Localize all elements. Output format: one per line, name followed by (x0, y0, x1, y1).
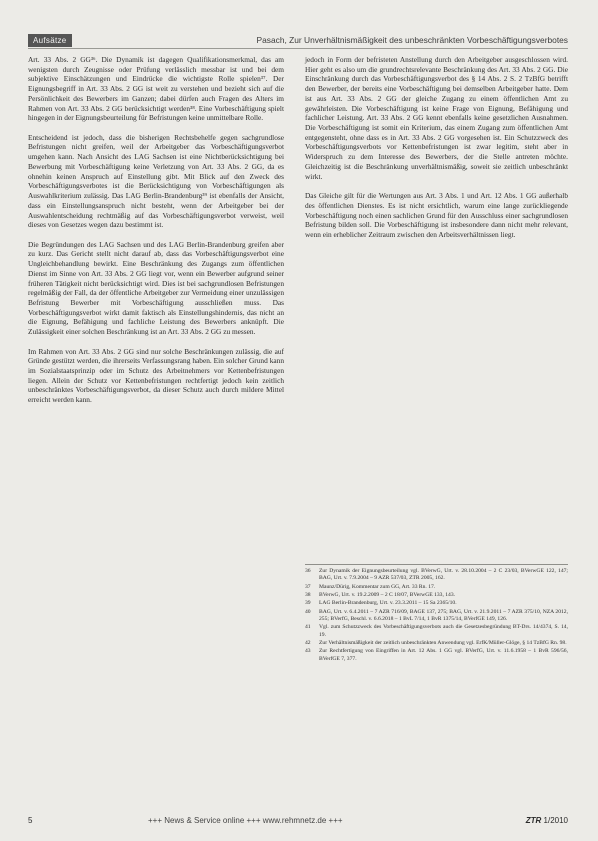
footnote (305, 592, 568, 599)
footnote-number: 41 (305, 624, 311, 631)
paragraph: Die Begründungen des LAG Sachsen und des LAG Berlin-Brandenburg greifen aber zu kurz. Das Gericht stellt nicht darauf ab, dass das Vorbeschäftigungsverbot eine Ungleichbehandlung bewirkt. Eine Beschränkung des Zugangs zum öffentlichen Dienst im Sinne von Art. 33 Abs. 2 GG liegt vor, wenn ein Bewerber aufgrund seiner früheren Tätigkeit nicht berücksichtigt wird. Dies ist bei sachgrundlosen Befristungen regelmäßig der Fall, da der öffentliche Arbeitgeber zur Vermeidung einer unzulässigen Befristung Bewerber mit Vorbeschäftigung ausschließen muss. Das Vorbeschäftigungsverbot wirkt damit faktisch als Einstellungshindernis, das nicht an die Eignung, Befähigung und fachliche Leistung des Bewerbers anknüpft. Die Zulässigkeit einer solchen Beschränkung ist an Art. 33 Abs. 2 GG zu messen. (28, 239, 284, 337)
footnote (305, 624, 568, 638)
footnote (305, 568, 568, 582)
footnote (305, 609, 568, 623)
footer-banner: +++ News & Service online +++ www.rehmnetz.de +++ (148, 816, 343, 825)
footnote-text: BAG, Urt. v. 6.4.2011 – 7 AZR 716/09, BAGE 137, 275; BAG, Urt. v. 21.9.2011 – 7 AZR 375/10, NZA 2012, 255; BVerfG, Beschl. v. 6.6.2018 – 1 BvL 7/14, 1 BvR 1375/14, BVerfGE 149, 126. (319, 608, 568, 622)
footnotes (305, 564, 568, 664)
footnote-text: Zur Dynamik der Eignungsbeurteilung vgl. BVerwG, Urt. v. 28.10.2004 – 2 C 23/03, BVerwGE 122, 147; BAG, Urt. v. 7.9.2004 – 9 AZR 537/03, ZTR 2005, 162. (319, 568, 568, 582)
paragraph: Das Gleiche gilt für die Wertungen aus Art. 3 Abs. 1 und Art. 12 Abs. 1 GG außerhalb des öffentlichen Dienstes. Es ist nicht ersichtlich, warum eine lange zurückliegende Vorbeschäftigung noch einen sachlichen Grund für den Ausschluss einer sachgrundlosen Befristung bilden soll. Die Vorbeschäftigung ist insbesondere dann nicht mehr relevant, wenn ein erheblicher Zeitraum zwischen den Arbeitsverhältnissen liegt. (305, 191, 568, 239)
footnote (305, 648, 568, 662)
page-number: 5 (28, 816, 33, 825)
journal-reference (526, 815, 568, 827)
footnote-text: BVerwG, Urt. v. 19.2.2009 – 2 C 18/07, BVerwGE 133, 143. (319, 591, 456, 598)
footnote-number: 38 (305, 591, 311, 598)
footnote-text: LAG Berlin-Brandenburg, Urt. v. 23.3.2011 – 15 Sa 2365/10. (319, 600, 457, 607)
footnote (305, 640, 568, 647)
footnote-text: Maunz/Dürig, Kommentar zum GG, Art. 33 Rn. 17. (319, 583, 436, 590)
paragraph: Im Rahmen von Art. 33 Abs. 2 GG sind nur solche Beschränkungen zulässig, die auf Gründe gestützt werden, die ihrerseits Verfassungsrang haben. Ein solcher Grund kann im Sozialstaatsprinzip oder im Schutz des Arbeitnehmers vor Kettenbefristungen liegen. Allein der Schutz vor Kettenbefristungen rechtfertigt jedoch kein zeitlich unbeschränktes Vorbeschäftigungsverbot, da dieser Schutz auch durch mildere Mittel erreicht werden kann. (28, 346, 284, 405)
footnote-text: Vgl. zum Schutzzweck des Vorbeschäftigungsverbots auch die Gesetzesbegründung BT-Drs. 14/4374, S. 14, 19. (319, 624, 568, 638)
footnote-text: Zur Verhältnismäßigkeit der zeitlich unbeschränkten Anwendung vgl. ErfK/Müller-Glöge, § 14 TzBfG Rn. 98. (319, 639, 567, 646)
footnote-text: Zur Rechtfertigung von Eingriffen in Art. 12 Abs. 1 GG vgl. BVerfG, Urt. v. 11.6.1958 – 1 BvR 596/56, BVerfGE 7, 377. (319, 648, 568, 662)
paragraph: jedoch in Form der befristeten Anstellung durch den Arbeitgeber ausgeschlossen wird. Hier geht es also um die grundrechtsrelevante Beschränkung des Art. 33 Abs. 2 GG. Die Einschränkung durch das Vorbeschäftigungsverbot des § 14 Abs. 2 S. 2 TzBfG betrifft den Bewerber, der bereits eine Vorbeschäftigung bei demselben Arbeitgeber hatte. Dem ist aus Art. 33 Abs. 2 GG der gleiche Zugang zu einem öffentlichen Amt zu gewährleisten. Die Vorbeschäftigung ist keine Frage von Eignung, Befähigung und fachlicher Leistung. Art. 33 Abs. 2 GG kennt ebenfalls keine gesetzlichen Ausnahmen. Die Vorbeschäftigung ist somit ein Kriterium, das einem Zugang zum öffentlichen Amt entgegensteht, ohne dass es in Art. 33 Abs. 2 GG vorgesehen ist. Ein Schutzzweck des Vorbeschäftigungsverbots vor Kettenbefristungen ist zwar legitim, steht aber in Widerspruch zu dem Interesse des Bewerbers, der die Stelle antreten möchte. Gleichzeitig ist die Beschränkung unverhältnismäßig, soweit sie zeitlich unbeschränkt wirkt. (305, 55, 568, 181)
page-footer (28, 815, 568, 827)
journal-name: ZTR (525, 816, 542, 825)
footnote (305, 600, 568, 607)
section-tag: Aufsätze (28, 34, 72, 47)
footnote (305, 584, 568, 591)
page-header (28, 34, 568, 49)
paragraph: Art. 33 Abs. 2 GG³⁶. Die Dynamik ist dagegen Qualifikationsmerkmal, das am wenigsten durch Zeugnisse oder Prüfung verlässlich messbar ist und bei dem subjektive Einschätzungen und Eindrücke die wichtigste Rolle spielen³⁷. Der Eignungsbegriff in Art. 33 Abs. 2 GG ist weit zu verstehen und bezieht sich auf die Persönlichkeit des Bewerbers im Ganzen; dabei dürfen auch Fragen des Alters im Rahmen von Art. 33 Abs. 2 GG berücksichtigt werden³⁸. Eine Vorbeschäftigung spielt hingegen in der Eignungsbeurteilung für Befristungen keine unmittelbare Rolle. (28, 55, 284, 123)
footnote-number: 37 (305, 583, 311, 590)
right-column (305, 55, 568, 249)
footnote-number: 36 (305, 568, 311, 574)
footnote-number: 39 (305, 600, 311, 607)
left-column (28, 55, 284, 415)
footnote-number: 40 (305, 608, 311, 615)
footnote-number: 42 (305, 639, 311, 646)
running-title: Pasach, Zur Unverhältnismäßigkeit des unbeschränkten Vorbeschäftigungsverbotes (256, 35, 568, 45)
footnote-number: 43 (305, 648, 311, 655)
journal-issue: 1/2010 (543, 816, 568, 825)
paragraph: Entscheidend ist jedoch, dass die bisherigen Rechtsbehelfe gegen sachgrundlose Befristungen nicht greifen, weil der Arbeitgeber das Vorbeschäftigungsverbot umgehen kann. Nach Ansicht des LAG Sachsen ist eine Nichtberücksichtigung bei Bewerbung mit Vorbeschäftigung keine Verletzung von Art. 33 Abs. 2 GG, da es ohnehin keinen Anspruch auf Einstellung gibt. Mit Blick auf den Zweck des Vorbeschäftigungsverbotes ist die Berücksichtigung von Vorbeschäftigungen als Auswahlkriterium zulässig. Das LAG Berlin-Brandenburg³⁹ ist ebenfalls der Ansicht, dass ein Einstellungsanspruch nicht besteht, wenn der Arbeitgeber bei der Auswahlentscheidung rechtmäßig auf das Vorbeschäftigungsverbot verweist, weil dieses von Gesetzes wegen dazu bestimmt ist. (28, 132, 284, 230)
